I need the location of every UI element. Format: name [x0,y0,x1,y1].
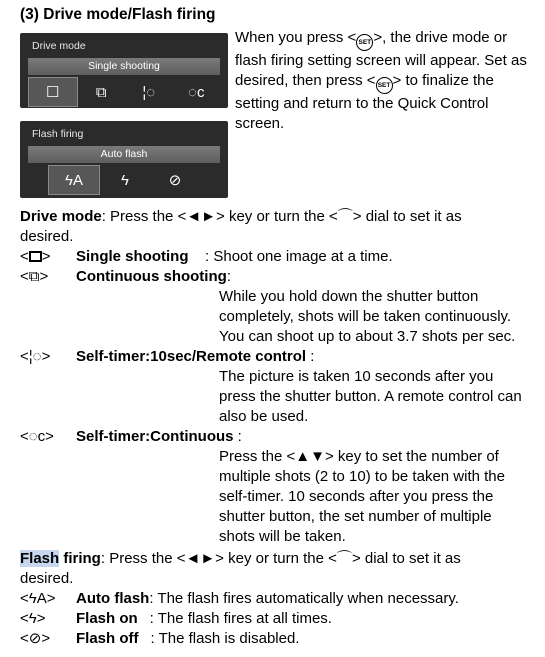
flash-off-row [76,629,299,649]
auto-flash-row [76,589,459,609]
intro-text-2: >, the drive mode or flash firing setting screen will appear. Set as desired, then press < [235,29,527,89]
flash-firing-panel-label: Flash firing [32,128,84,140]
single-shooting-symbol: < > [20,248,51,265]
separator: : [226,268,231,285]
single-shooting-icon [29,251,42,262]
self-timer-continuous-desc: Press the <▲▼> key to set the number of multiple shots (2 to 10) to be taken with the self-timer. 10 seconds after you press the shutter button, the set number of multiple shots will be taken. [219,448,505,545]
self-timer-remote-icon[interactable]: ¦◌ [142,83,156,101]
self-timer-continuous-symbol: <◌c> [20,428,54,445]
self-timer-continuous-icon[interactable]: ◌c [188,83,205,101]
flash-firing-instruction [20,549,461,569]
drive-mode-heading: Drive mode [20,208,102,225]
flash-heading: firing [59,550,101,567]
drive-mode-value: Single shooting [28,58,220,75]
flash-on-icon[interactable]: ϟ [121,171,129,189]
drive-mode-instruction [20,207,462,227]
drive-mode-text-1: : Press the <◄►> key or turn the < [101,208,338,225]
set-button-icon: SET [356,34,373,51]
flash-on-name: Flash on [76,610,138,627]
flash-firing-icon-row [28,165,220,195]
intro-text-3: > to finalize the setting and return to the Quick Control screen. [235,72,494,132]
flash-off-name: Flash off [76,630,139,647]
self-timer-continuous-name [76,427,242,447]
self-timer-remote-desc: The picture is taken 10 seconds after you press the shutter button. A remote control can also be used. [219,368,522,425]
main-dial-icon: ⌒ [336,550,352,567]
flash-on-row [76,609,332,629]
flash-text-2: > dial to set it as [351,550,461,567]
flash-on-symbol: <ϟ> [20,610,46,627]
flash-heading-highlight: Flash [20,550,60,567]
self-timer-remote-name [76,347,314,367]
continuous-shooting-name [76,267,231,287]
desc-text: Shoot one image at a time. [213,248,393,265]
single-shooting-name: Single shooting [76,248,189,265]
flash-text-1: : Press the <◄►> key or turn the < [100,550,337,567]
auto-flash-symbol: <ϟA> [20,590,56,607]
drive-mode-instruction-cont: desired. [20,228,74,245]
name-text: Continuous shooting [76,268,227,285]
self-timer-remote-symbol: <¦◌> [20,348,51,365]
flash-firing-instruction-cont: desired. [20,570,74,587]
flash-off-symbol: <⊘> [20,630,51,647]
drive-mode-panel-label: Drive mode [32,40,86,52]
intro-paragraph [235,28,535,134]
continuous-shooting-icon[interactable]: ⧉ [95,83,107,101]
main-dial-icon: ⌒ [337,208,353,225]
single-shooting-desc [205,247,515,267]
flash-off-desc: : The flash is disabled. [150,630,300,647]
flash-firing-panel [20,121,228,198]
auto-flash-name: Auto flash [76,590,150,607]
separator: : [237,428,242,445]
flash-off-icon[interactable]: ⊘ [168,172,182,189]
auto-flash-desc: : The flash fires automatically when necessary. [149,590,459,607]
separator: : [310,348,315,365]
continuous-shooting-desc: While you hold down the shutter button completely, shots will be taken continuously. You can shoot up to about 3.7 shots per sec. [219,288,516,345]
section-title: (3) Drive mode/Flash firing [20,6,216,23]
drive-mode-icon-row [28,77,220,107]
separator: : [205,248,210,265]
drive-mode-text-2: > dial to set it as [352,208,462,225]
set-button-icon: SET [376,77,393,94]
auto-flash-icon[interactable]: ϟA [48,165,100,195]
flash-firing-value: Auto flash [28,146,220,163]
continuous-shooting-symbol: <⧉> [20,268,49,285]
name-text: Self-timer:10sec/Remote control [76,348,307,365]
single-shooting-icon[interactable]: ☐ [28,77,78,107]
name-text: Self-timer:Continuous [76,428,234,445]
flash-on-desc: : The flash fires at all times. [149,610,332,627]
intro-text-1: When you press < [235,29,357,46]
symbol-close: > [41,248,51,265]
drive-mode-panel [20,33,228,108]
